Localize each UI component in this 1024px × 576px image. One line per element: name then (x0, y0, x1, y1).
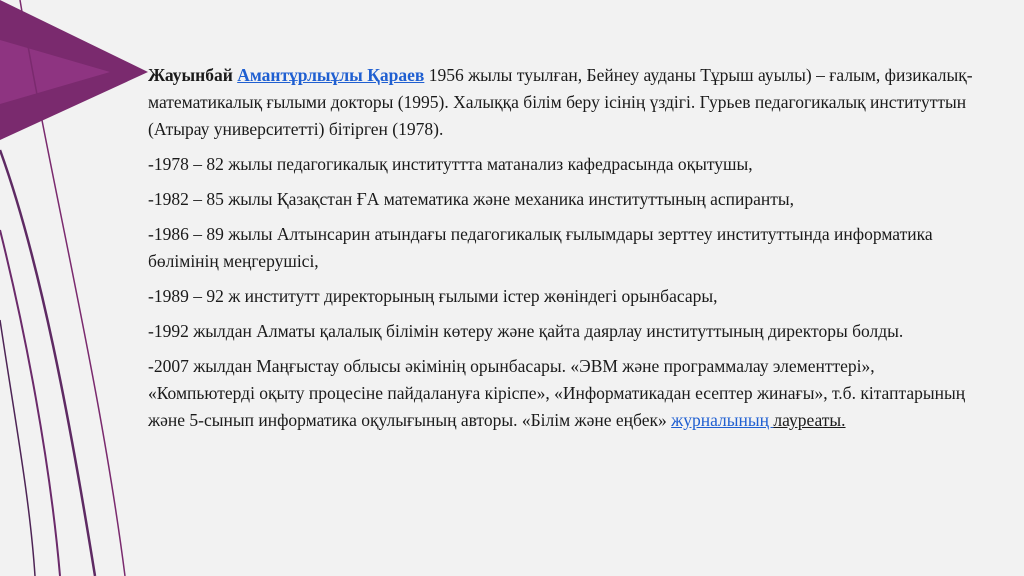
journal-link[interactable]: журналының (671, 410, 774, 430)
career-item-1: -1978 – 82 жылы педагогикалық институттта матанализ кафедрасында оқытушы, (148, 154, 753, 174)
career-item-5: -1992 жылдан Алматы қалалық білімін көтеру және қайта даярлау институттының директоры болды. (148, 321, 904, 341)
intro-paragraph (148, 62, 984, 143)
career-item-2: -1982 – 85 жылы Қазақстан ҒА математика және механика институттының аспиранты, (148, 189, 795, 209)
first-name: Жауынбай (148, 65, 233, 85)
laureate-text: лауреаты. (773, 410, 846, 430)
biography-text (148, 62, 984, 442)
curve-line-4 (0, 320, 35, 576)
last-text: -2007 жылдан Маңғыстау облысы әкімінің орынбасары. «ЭВМ және программалау элементтері», «Компьютерді оқыту процесіне пайдалануға кіріспе», «Информатикадан есептер жинағы», т.б. кітаптарының және 5-сынып информатика оқулығының авторы. «Білім және еңбек» (148, 356, 966, 430)
intro-text: 1956 жылы туылған, Бейнеу ауданы Тұрыш ауылы) – ғалым, физикалық-математикалық ғылыми докторы (1995). Халыққа білім беру ісінің үздігі. Гурьев педагогикалық институттын (Атырау университетті) бітірген (1978). (148, 65, 973, 139)
career-item-3: -1986 – 89 жылы Алтынсарин атындағы педагогикалық ғылымдары зерттеу институттында информатика бөлімінің меңгерушісі, (148, 224, 933, 271)
career-item-4: -1989 – 92 ж институтт директорының ғылыми істер жөніндегі орынбасары, (148, 286, 718, 306)
name-link[interactable]: Амантұрлыұлы Қараев (237, 65, 425, 85)
career-item-6 (148, 353, 984, 434)
curve-line-1 (0, 150, 95, 576)
